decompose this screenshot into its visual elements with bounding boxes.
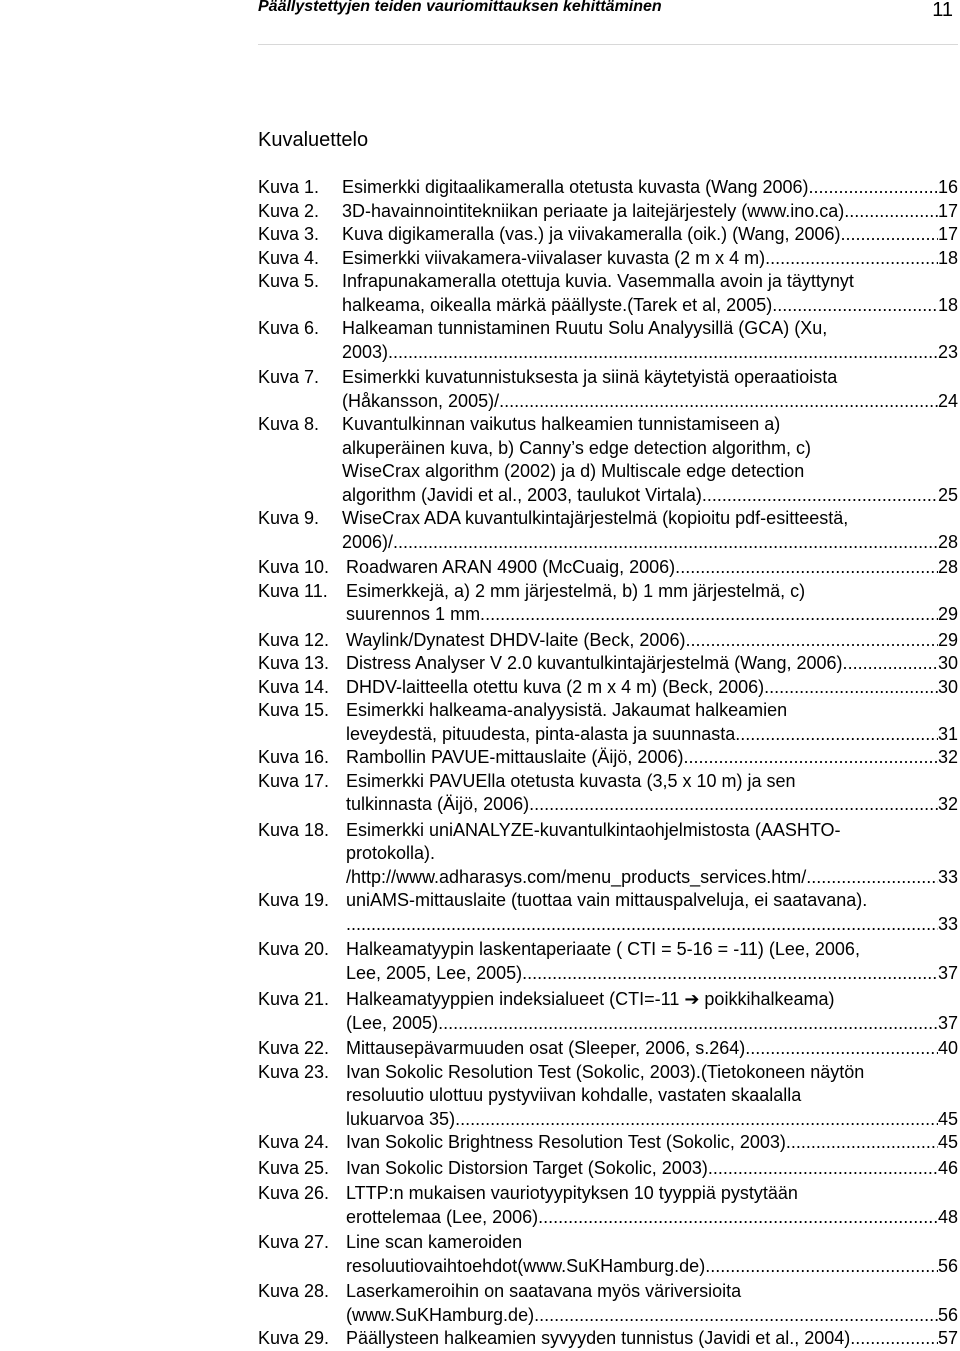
entry-text-line: Ivan Sokolic Brightness Resolution Test (Sokolic, 2003). xyxy=(346,1132,791,1152)
dot-leader xyxy=(791,1131,938,1155)
toc-entry[interactable] xyxy=(258,1182,958,1229)
entry-text-line: 2006)/. xyxy=(342,531,399,552)
toc-entry[interactable] xyxy=(258,988,958,1035)
page-reference: 25 xyxy=(937,484,958,505)
entry-text-line: Laserkameroihin on saatavana myös väriversioita xyxy=(346,1281,742,1301)
entry-text-line: Päällysteen halkeamien syvyyden tunnistus (Javidi et al., 2004). xyxy=(346,1328,856,1348)
figure-label: Kuva 25. xyxy=(258,1157,330,1178)
toc-entry[interactable] xyxy=(258,580,958,627)
page-reference: 17 xyxy=(937,224,958,244)
entry-text-line: /http://www.adharasys.com/menu_products_services.htm/... xyxy=(346,866,822,887)
entry-text-line: LTTP:n mukaisen vauriotyypityksen 10 tyyppiä pystytään xyxy=(346,1183,798,1203)
figure-label: Kuva 16. xyxy=(258,747,330,767)
dot-leader xyxy=(707,484,938,508)
toc-entry[interactable] xyxy=(258,176,958,200)
page-number: 11 xyxy=(932,0,953,21)
toc-entry[interactable] xyxy=(258,317,958,364)
page-reference: 37 xyxy=(937,1012,958,1033)
toc-entry[interactable] xyxy=(258,676,958,700)
entry-text-line: 2003). xyxy=(342,341,394,362)
dot-leader xyxy=(485,603,938,627)
entry-text-line: Rambollin PAVUE-mittauslaite (Äijö, 2006). xyxy=(346,747,689,767)
toc-entry[interactable] xyxy=(258,699,958,746)
dot-leader xyxy=(504,390,938,414)
figure-label: Kuva 9. xyxy=(258,508,320,528)
entry-text-line: Lee, 2005, Lee, 2005). xyxy=(346,962,528,983)
dot-leader xyxy=(393,341,938,365)
page-reference: 32 xyxy=(937,794,958,814)
entry-text-line: (Håkansson, 2005)/. xyxy=(342,390,505,411)
page-reference: 28 xyxy=(937,531,958,552)
dot-leader xyxy=(443,1012,938,1036)
page-reference: 37 xyxy=(937,962,958,983)
dot-leader xyxy=(539,1304,938,1328)
toc-entry[interactable] xyxy=(258,1037,958,1061)
page-reference: 56 xyxy=(937,1304,958,1325)
dot-leader xyxy=(460,1108,938,1132)
figure-label: Kuva 2. xyxy=(258,200,320,221)
toc-entry[interactable] xyxy=(258,1231,958,1278)
entry-text-line: tulkinnasta (Äijö, 2006). xyxy=(346,794,535,814)
figure-label: Kuva 29. xyxy=(258,1328,330,1348)
page-reference: 30 xyxy=(937,676,958,697)
page-reference: 23 xyxy=(937,341,958,362)
page-reference: 16 xyxy=(937,177,958,197)
page-reference: 33 xyxy=(937,913,958,934)
page-reference: 31 xyxy=(937,723,958,744)
page-reference: 40 xyxy=(937,1038,958,1058)
entry-text-line: Esimerkki uniANALYZE-kuvantulkintaohjelmistosta (AASHTO- xyxy=(346,819,841,840)
page-reference: 33 xyxy=(937,866,958,887)
toc-entry[interactable] xyxy=(258,1157,958,1181)
dot-leader xyxy=(527,962,938,986)
figure-label: Kuva 5. xyxy=(258,271,320,291)
entry-text-line: erottelemaa (Lee, 2006). xyxy=(346,1206,544,1227)
toc-entry[interactable] xyxy=(258,746,958,770)
dot-leader xyxy=(543,1206,938,1230)
dot-leader xyxy=(398,531,938,555)
dot-leader xyxy=(690,629,938,653)
dot-leader xyxy=(740,723,938,747)
toc-entry[interactable] xyxy=(258,629,958,653)
entry-text-line: lukuarvoa 35). xyxy=(346,1108,461,1129)
entry-text-line: Halkeamatyyppien indeksialueet (CTI=-11 ➔ poikkihalkeama) xyxy=(346,989,835,1009)
figure-label: Kuva 3. xyxy=(258,224,320,244)
page-reference: 57 xyxy=(937,1328,958,1348)
toc-entry[interactable] xyxy=(258,223,958,247)
entry-text-line: Halkeaman tunnistaminen Ruutu Solu Analyysillä (GCA) (Xu, xyxy=(342,318,828,338)
toc-entry[interactable] xyxy=(258,366,958,413)
entry-text-line: uniAMS-mittauslaite (tuottaa vain mittauspalveluja, ei saatavana). xyxy=(346,890,868,910)
entry-text-line: WiseCrax ADA kuvantulkintajärjestelmä (kopioitu pdf-esitteestä, xyxy=(342,508,849,528)
page-reference: 45 xyxy=(937,1132,958,1152)
toc-entry[interactable] xyxy=(258,413,958,507)
list-of-figures-heading: Kuvaluettelo xyxy=(258,129,369,151)
figure-label: Kuva 13. xyxy=(258,653,330,673)
figure-label: Kuva 18. xyxy=(258,819,330,840)
page-reference: 18 xyxy=(937,294,958,315)
dot-leader xyxy=(710,1255,938,1279)
toc-entry[interactable] xyxy=(258,889,958,936)
running-header xyxy=(258,0,960,26)
page-reference: 32 xyxy=(937,747,958,767)
page-reference: 18 xyxy=(937,247,958,268)
entry-text-line: Waylink/Dynatest DHDV-laite (Beck, 2006). xyxy=(346,629,691,650)
figure-label: Kuva 15. xyxy=(258,700,330,720)
entry-text-line: resoluutiovaihtoehdot(www.SuKHamburg.de). xyxy=(346,1255,711,1276)
entry-text-line: Line scan kameroiden xyxy=(346,1232,523,1252)
entry-text-line: resoluutio ulottuu pystyviivan kohdalle, vastaten skaalalla xyxy=(346,1085,802,1105)
toc-entry[interactable] xyxy=(258,270,958,317)
list-of-figures xyxy=(258,176,958,1351)
figure-label: Kuva 19. xyxy=(258,890,330,910)
toc-entry[interactable] xyxy=(258,1327,958,1351)
dot-leader xyxy=(848,652,938,676)
entry-text-line: Infrapunakameralla otettuja kuvia. Vasemmalla avoin ja täyttynyt xyxy=(342,271,854,291)
entry-text-line: Mittausepävarmuuden osat (Sleeper, 2006, s.264). xyxy=(346,1038,751,1058)
toc-entry[interactable] xyxy=(258,556,958,580)
dot-leader xyxy=(346,913,938,937)
page-reference: 56 xyxy=(937,1255,958,1276)
dot-leader xyxy=(777,294,938,318)
entry-text-line: (Lee, 2005). xyxy=(346,1012,444,1033)
entry-text-line: Esimerkki PAVUElla otetusta kuvasta (3,5 x 10 m) ja sen xyxy=(346,770,796,791)
page-reference: 45 xyxy=(937,1108,958,1129)
dot-leader xyxy=(680,556,938,580)
figure-label: Kuva 22. xyxy=(258,1038,330,1058)
figure-label: Kuva 11. xyxy=(258,580,328,601)
toc-entry[interactable] xyxy=(258,938,958,985)
page-reference: 24 xyxy=(937,390,958,411)
figure-label: Kuva 14. xyxy=(258,676,330,697)
toc-entry[interactable] xyxy=(258,819,958,890)
figure-label: Kuva 21. xyxy=(258,989,330,1009)
dot-leader xyxy=(821,866,938,890)
header-divider xyxy=(258,44,958,45)
entry-text-line: Ivan Sokolic Resolution Test (Sokolic, 2003).(Tietokoneen näytön xyxy=(346,1061,865,1082)
entry-text-line: Distress Analyser V 2.0 kuvantulkintajärjestelmä (Wang, 2006). xyxy=(346,653,848,673)
document-title: Päällystettyjen teiden vauriomittauksen kehittäminen xyxy=(258,0,662,15)
figure-label: Kuva 27. xyxy=(258,1232,330,1252)
dot-leader xyxy=(713,1157,938,1181)
entry-text-line: Esimerkki digitaalikameralla otetusta kuvasta (Wang 2006). xyxy=(342,177,814,197)
figure-label: Kuva 10. xyxy=(258,557,330,577)
page-reference: 30 xyxy=(937,653,958,673)
entry-text-line: Kuvantulkinnan vaikutus halkeamien tunnistamiseen a) xyxy=(342,414,781,434)
entry-text-line: leveydestä, pituudesta, pinta-alasta ja suunnasta. xyxy=(346,723,741,744)
page-reference: 28 xyxy=(937,557,958,577)
toc-entry[interactable] xyxy=(258,1061,958,1132)
entry-text-line: suurennos 1 mm. xyxy=(346,604,486,624)
entry-text-line: algorithm (Javidi et al., 2003, taulukot Virtala). xyxy=(342,484,707,505)
dot-leader xyxy=(688,746,938,770)
toc-entry[interactable] xyxy=(258,200,958,224)
toc-entry[interactable] xyxy=(258,507,958,554)
entry-text-line: 3D-havainnointitekniikan periaate ja laitejärjestely (www.ino.ca). xyxy=(342,200,850,221)
dot-leader xyxy=(849,200,938,224)
dot-leader xyxy=(769,676,938,700)
toc-entry[interactable] xyxy=(258,1131,958,1155)
entry-text-line: protokolla). xyxy=(346,843,436,863)
toc-entry[interactable] xyxy=(258,247,958,271)
figure-label: Kuva 1. xyxy=(258,177,320,197)
entry-text-line: Halkeamatyypin laskentaperiaate ( CTI = 5-16 = -11) (Lee, 2006, xyxy=(346,939,860,959)
entry-text-line: Kuva digikameralla (vas.) ja viivakameralla (oik.) (Wang, 2006). xyxy=(342,224,846,244)
toc-entry[interactable] xyxy=(258,652,958,676)
entry-text-line: Esimerkki kuvatunnistuksesta ja siinä käytetyistä operaatioista xyxy=(342,367,838,387)
page-reference: 17 xyxy=(937,200,958,221)
dot-leader xyxy=(770,247,938,271)
entry-text-line: (www.SuKHamburg.de). xyxy=(346,1304,540,1325)
figure-label: Kuva 12. xyxy=(258,629,330,650)
entry-text-line: Roadwaren ARAN 4900 (McCuaig, 2006). xyxy=(346,557,681,577)
page-reference: 29 xyxy=(937,604,958,624)
entry-text-line: Esimerkki viivakamera-viivalaser kuvasta (2 m x 4 m). xyxy=(342,247,771,268)
dot-leader xyxy=(814,176,938,200)
figure-label: Kuva 6. xyxy=(258,318,320,338)
figure-label: Kuva 4. xyxy=(258,247,320,268)
figure-label: Kuva 28. xyxy=(258,1281,330,1301)
dot-leader xyxy=(750,1037,938,1061)
dot-leader xyxy=(846,223,938,247)
entry-text-line: Esimerkki halkeama-analyysistä. Jakaumat halkeamien xyxy=(346,700,788,720)
page-reference: 29 xyxy=(937,629,958,650)
dot-leader xyxy=(534,793,938,817)
figure-label: Kuva 23. xyxy=(258,1061,330,1082)
entry-text-line: WiseCrax algorithm (2002) ja d) Multiscale edge detection xyxy=(342,461,805,481)
entry-text-line: halkeama, oikealla märkä päällyste.(Tarek et al, 2005). xyxy=(342,294,778,315)
dot-leader xyxy=(855,1327,938,1351)
page-reference: 46 xyxy=(937,1157,958,1178)
figure-label: Kuva 17. xyxy=(258,770,330,791)
figure-label: Kuva 24. xyxy=(258,1132,330,1152)
entry-text-line: Ivan Sokolic Distorsion Target (Sokolic, 2003). xyxy=(346,1157,713,1178)
figure-label: Kuva 7. xyxy=(258,367,320,387)
figure-label: Kuva 20. xyxy=(258,939,330,959)
figure-label: Kuva 8. xyxy=(258,414,320,434)
toc-entry[interactable] xyxy=(258,770,958,817)
page-reference: 48 xyxy=(937,1206,958,1227)
entry-text-line: DHDV-laitteella otettu kuva (2 m x 4 m) (Beck, 2006). xyxy=(346,676,770,697)
entry-text-line: Esimerkkejä, a) 2 mm järjestelmä, b) 1 mm järjestelmä, c) xyxy=(346,580,806,601)
toc-entry[interactable] xyxy=(258,1280,958,1327)
figure-label: Kuva 26. xyxy=(258,1183,330,1203)
entry-text-line: alkuperäinen kuva, b) Canny’s edge detection algorithm, c) xyxy=(342,437,811,458)
